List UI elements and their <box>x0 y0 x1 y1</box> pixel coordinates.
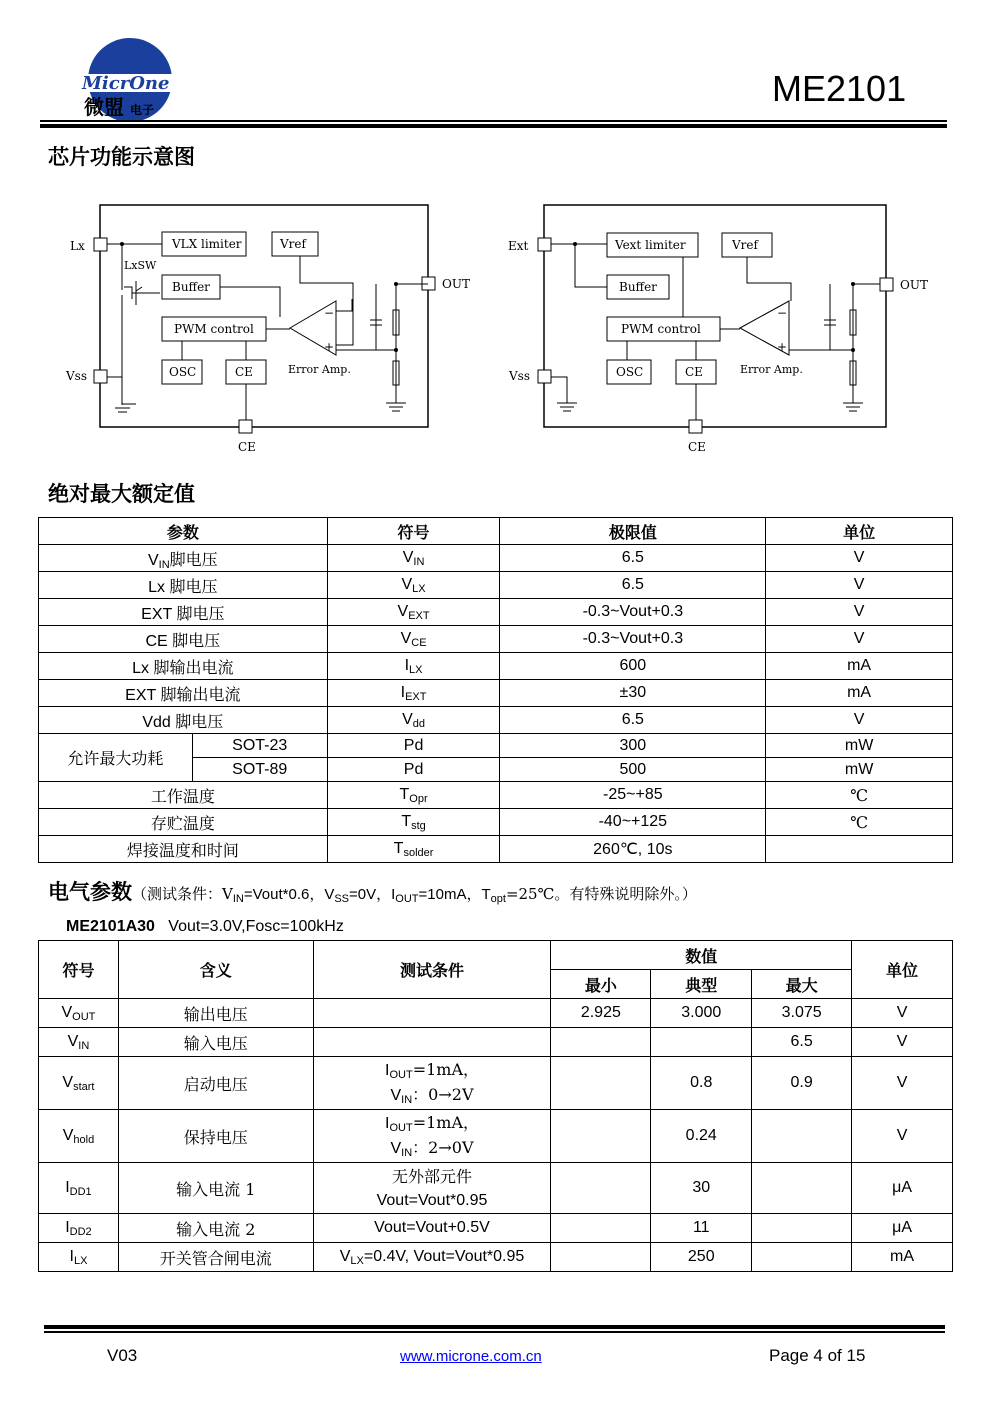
table-row <box>39 1214 953 1243</box>
pin-vss-label-right: Vss <box>509 369 530 383</box>
symbol-subscript: CE <box>411 637 427 649</box>
lxsw-label: LxSW <box>124 259 157 272</box>
typ-value: 11 <box>651 1214 752 1243</box>
electrical-caption <box>66 918 344 936</box>
table-row <box>39 626 953 653</box>
model-title: ME2101 <box>772 68 907 109</box>
symbol: Pd <box>327 734 500 758</box>
symbol: T <box>401 813 412 830</box>
symbol: V <box>62 1074 74 1091</box>
th-unit: 单位 <box>766 518 953 545</box>
param-symbol: V <box>147 551 159 569</box>
condition <box>313 1057 551 1110</box>
cond-symbol: V <box>390 1087 402 1104</box>
min-value <box>551 1163 651 1214</box>
cond-part-d: =25℃。有特殊说明除外。） <box>505 885 697 903</box>
symbol: I <box>65 1219 70 1236</box>
cond-sub-opt: opt <box>490 893 506 905</box>
limit-value: 6.5 <box>500 545 766 572</box>
meaning: 输入电流 1 <box>118 1163 313 1214</box>
unit: V <box>852 999 953 1028</box>
pin-ce-label: CE <box>238 440 256 454</box>
min-value <box>551 1028 651 1057</box>
condition <box>313 999 551 1028</box>
electrical-title: 电气参数 <box>48 880 132 904</box>
symbol-subscript: stg <box>411 820 426 832</box>
pin-out-label-right: OUT <box>900 278 928 292</box>
cond-text: =1mA， <box>412 1060 480 1079</box>
param-symbol: Vdd <box>142 713 171 731</box>
min-value <box>551 1243 651 1272</box>
cond-subscript: LX <box>350 1255 364 1267</box>
cond-part-b: =0V，I <box>349 886 396 903</box>
symbol-subscript: start <box>73 1081 95 1093</box>
min-value <box>551 1110 651 1163</box>
table-row <box>39 782 953 809</box>
symbol: V <box>400 630 412 647</box>
cond-sub-in: IN <box>232 893 244 905</box>
min-value <box>551 1057 651 1110</box>
symbol: V <box>61 1004 73 1021</box>
vref-label-right: Vref <box>732 238 758 252</box>
symbol: I <box>400 684 406 701</box>
limit-value: 6.5 <box>500 572 766 599</box>
pwm-control-label-right: PWM control <box>621 322 701 336</box>
typ-value <box>651 1028 752 1057</box>
param-subscript: IN <box>158 558 170 571</box>
unit: V <box>852 1028 953 1057</box>
amp-minus-right: − <box>777 306 788 320</box>
unit: V <box>852 1057 953 1110</box>
typ-value: 0.8 <box>651 1057 752 1110</box>
symbol-subscript: IN <box>413 556 425 568</box>
footer-rule-thin <box>44 1331 945 1333</box>
limit-value: -0.3~Vout+0.3 <box>500 599 766 626</box>
cond-sub-ss: SS <box>334 893 350 905</box>
symbol-subscript: solder <box>403 847 434 859</box>
cond-line-2: Vout=Vout*0.95 <box>376 1191 488 1209</box>
limit-value: 6.5 <box>500 707 766 734</box>
abs-max-table <box>38 517 953 863</box>
limit-value: ±30 <box>500 680 766 707</box>
symbol: I <box>69 1248 74 1265</box>
pin-lx-label: Lx <box>70 239 85 253</box>
amp-plus-right: + <box>777 340 788 354</box>
table-row <box>39 1110 953 1163</box>
symbol-subscript: Opr <box>409 793 428 805</box>
typ-value: 250 <box>651 1243 752 1272</box>
meaning: 输入电流 2 <box>118 1214 313 1243</box>
limit-value: 500 <box>500 758 766 782</box>
table-row <box>39 1163 953 1214</box>
table-row <box>39 1028 953 1057</box>
limit-value: 600 <box>500 653 766 680</box>
condition <box>313 1163 551 1214</box>
table-row <box>39 836 953 863</box>
cond-subscript: OUT <box>389 1069 413 1081</box>
symbol-subscript: LX <box>409 664 423 676</box>
symbol: V <box>401 576 413 593</box>
unit: ℃ <box>766 782 953 809</box>
ce-block-label: CE <box>235 365 253 379</box>
amp-plus: + <box>324 340 335 354</box>
unit: ℃ <box>766 809 953 836</box>
limit-value: -0.3~Vout+0.3 <box>500 626 766 653</box>
meaning: 输出电压 <box>118 999 313 1028</box>
symbol-subscript: dd <box>412 718 426 730</box>
header-rule-thick <box>40 124 947 128</box>
th-max: 最大 <box>752 970 852 999</box>
symbol: T <box>399 786 410 803</box>
min-value: 2.925 <box>551 999 651 1028</box>
cond-subscript: OUT <box>389 1122 413 1134</box>
param-text: 脚电压 <box>172 630 221 650</box>
table-row <box>39 707 953 734</box>
limit-value: -25~+85 <box>500 782 766 809</box>
max-value: 0.9 <box>752 1057 852 1110</box>
unit: V <box>852 1110 953 1163</box>
unit <box>766 836 953 863</box>
pin-ce-label-right: CE <box>688 440 706 454</box>
param-symbol: EXT <box>125 686 156 704</box>
symbol-subscript: EXT <box>405 691 427 703</box>
table-row <box>39 999 953 1028</box>
typ-value: 30 <box>651 1163 752 1214</box>
header-rule-thin <box>40 120 947 122</box>
vext-limiter-label: Vext limiter <box>615 238 686 252</box>
th-meaning: 含义 <box>118 941 313 999</box>
symbol-subscript: OUT <box>72 1011 96 1023</box>
pin-out-label: OUT <box>442 277 470 291</box>
symbol-subscript: hold <box>73 1134 95 1146</box>
unit: mA <box>766 653 953 680</box>
max-value <box>752 1243 852 1272</box>
package: SOT-23 <box>192 734 327 758</box>
param-text: 焊接温度和时间 <box>39 836 328 863</box>
symbol: V <box>62 1127 74 1144</box>
max-value <box>752 1163 852 1214</box>
cond-symbol: V <box>339 1248 351 1265</box>
table-row <box>39 545 953 572</box>
table-row <box>39 680 953 707</box>
param-text: 脚电压 <box>169 549 218 569</box>
symbol-subscript: DD1 <box>69 1186 92 1198</box>
table-row <box>39 809 953 836</box>
block-diagram-right <box>505 195 935 465</box>
param-symbol: Lx <box>132 659 150 677</box>
cond-symbol: V <box>390 1140 402 1157</box>
th-unit: 单位 <box>852 941 953 999</box>
param-symbol: EXT <box>141 605 172 623</box>
cond-sub-out: OUT <box>395 893 419 905</box>
symbol: Pd <box>327 758 500 782</box>
limit-value: 300 <box>500 734 766 758</box>
amp-minus: − <box>324 306 335 320</box>
table-row <box>39 599 953 626</box>
param-text: 存贮温度 <box>39 809 328 836</box>
test-condition-prefix: （测试条件：V <box>132 885 233 903</box>
table-row <box>39 1057 953 1110</box>
cond-symbol: I <box>385 1062 390 1079</box>
block-diagram-left <box>60 195 490 465</box>
buffer-label: Buffer <box>172 280 210 294</box>
max-value <box>752 1110 852 1163</box>
min-value <box>551 1214 651 1243</box>
symbol: V <box>67 1033 79 1050</box>
th-symbol: 符号 <box>327 518 500 545</box>
electrical-table <box>38 940 953 1272</box>
buffer-label-right: Buffer <box>619 280 657 294</box>
caption-condition: Vout=3.0V,Fosc=100kHz <box>168 918 344 935</box>
unit: mA <box>766 680 953 707</box>
table-row <box>39 653 953 680</box>
power-dissipation-label: 允许最大功耗 <box>39 734 193 782</box>
pin-ext-label: Ext <box>508 239 529 253</box>
unit: μA <box>852 1163 953 1214</box>
typ-value: 0.24 <box>651 1110 752 1163</box>
unit: V <box>766 599 953 626</box>
error-amp-label: Error Amp. <box>288 363 351 376</box>
logo-graphic <box>80 30 180 120</box>
param-text: 工作温度 <box>39 782 328 809</box>
limit-value: 260℃, 10s <box>500 836 766 863</box>
limit-value: -40~+125 <box>500 809 766 836</box>
vref-label: Vref <box>280 237 306 251</box>
param-text: 脚电压 <box>176 603 225 623</box>
table-row <box>39 572 953 599</box>
symbol: I <box>65 1179 70 1196</box>
section-title-block-diagram: 芯片功能示意图 <box>48 145 195 169</box>
param-text: 脚输出电流 <box>153 657 234 677</box>
symbol: V <box>402 549 414 566</box>
ce-block-label-right: CE <box>685 365 703 379</box>
cond-symbol: I <box>385 1115 390 1132</box>
unit: V <box>766 626 953 653</box>
param-text: 脚电压 <box>169 576 218 596</box>
cond-subscript: IN <box>401 1147 413 1159</box>
condition: Vout=Vout+0.5V <box>313 1214 551 1243</box>
cond-part-c: =10mA，T <box>418 886 491 903</box>
symbol: V <box>402 711 413 728</box>
section-title-electrical <box>48 876 697 906</box>
max-value: 6.5 <box>752 1028 852 1057</box>
cond-subscript: IN <box>401 1094 413 1106</box>
unit: μA <box>852 1214 953 1243</box>
symbol: T <box>393 840 404 857</box>
symbol: I <box>404 657 410 674</box>
th-typ: 典型 <box>651 970 752 999</box>
osc-label-right: OSC <box>616 365 644 379</box>
cond-text: =1mA， <box>412 1113 480 1132</box>
footer-page-number: Page 4 of 15 <box>769 1346 866 1365</box>
symbol-subscript: IN <box>78 1040 90 1052</box>
param-symbol: CE <box>145 632 168 650</box>
meaning: 开关管合闸电流 <box>118 1243 313 1272</box>
logo <box>80 30 180 120</box>
unit: V <box>766 707 953 734</box>
meaning: 输入电压 <box>118 1028 313 1057</box>
model-variant: ME2101A30 <box>66 918 155 935</box>
vlx-limiter-label: VLX limiter <box>172 237 242 251</box>
th-param: 参数 <box>39 518 328 545</box>
cond-part-a: =Vout*0.6，V <box>243 886 335 903</box>
condition <box>313 1110 551 1163</box>
symbol: V <box>397 603 409 620</box>
condition <box>313 1243 551 1272</box>
cond-text: ：2→0V <box>412 1138 474 1157</box>
meaning: 保持电压 <box>118 1110 313 1163</box>
footer-url-link[interactable]: www.microne.com.cn <box>400 1348 542 1365</box>
th-limit: 极限值 <box>500 518 766 545</box>
param-text: 脚电压 <box>175 711 224 731</box>
unit: V <box>766 572 953 599</box>
th-min: 最小 <box>551 970 651 999</box>
pwm-control-label: PWM control <box>174 322 254 336</box>
th-symbol: 符号 <box>39 941 119 999</box>
th-condition: 测试条件 <box>313 941 551 999</box>
logo-text-en: MicrOne <box>82 73 170 94</box>
cond-text: =0.4V, Vout=Vout*0.95 <box>363 1248 525 1265</box>
table-row <box>39 1243 953 1272</box>
pin-vss-label: Vss <box>66 369 87 383</box>
unit: mW <box>766 758 953 782</box>
logo-text-cn-small: 电子 <box>130 103 155 117</box>
footer-rule-thick <box>44 1325 945 1329</box>
max-value <box>752 1214 852 1243</box>
table-row <box>39 734 953 758</box>
param-symbol: Lx <box>148 578 166 596</box>
condition <box>313 1028 551 1057</box>
error-amp-label-right: Error Amp. <box>740 363 803 376</box>
meaning: 启动电压 <box>118 1057 313 1110</box>
cond-text: ：0→2V <box>412 1085 474 1104</box>
package: SOT-89 <box>192 758 327 782</box>
osc-label: OSC <box>169 365 197 379</box>
param-text: 脚输出电流 <box>160 684 241 704</box>
unit: mW <box>766 734 953 758</box>
symbol-subscript: LX <box>412 583 426 595</box>
cond-line-1: 无外部元件 <box>392 1166 473 1186</box>
th-values: 数值 <box>551 941 852 970</box>
logo-text-cn: 微盟 <box>84 95 124 119</box>
symbol-subscript: LX <box>73 1255 88 1267</box>
typ-value: 3.000 <box>651 999 752 1028</box>
max-value: 3.075 <box>752 999 852 1028</box>
symbol-subscript: EXT <box>408 610 430 622</box>
unit: V <box>766 545 953 572</box>
symbol-subscript: DD2 <box>69 1226 92 1238</box>
unit: mA <box>852 1243 953 1272</box>
section-title-abs-max: 绝对最大额定值 <box>48 482 195 506</box>
footer-version: V03 <box>107 1346 138 1365</box>
